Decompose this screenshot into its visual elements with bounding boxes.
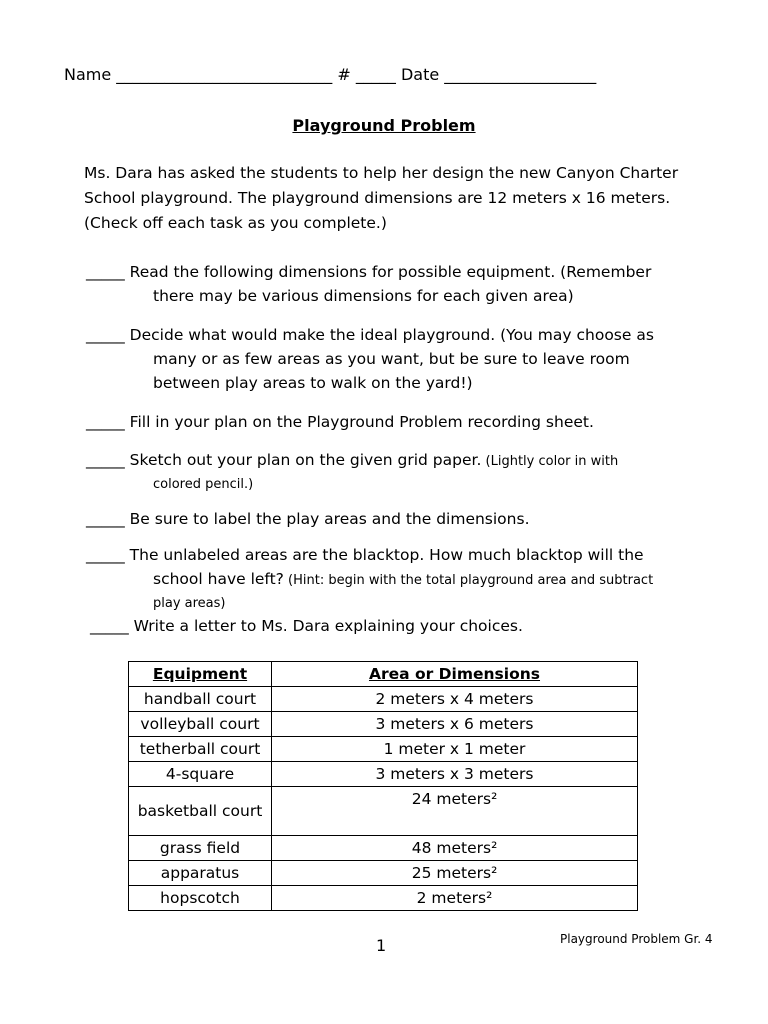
task-text: Read the following dimensions for possible equipment. (Remember xyxy=(124,263,652,281)
area-cell: 2 meters x 4 meters xyxy=(272,687,638,712)
area-cell: 3 meters x 3 meters xyxy=(272,762,638,787)
check-blank[interactable]: _____ xyxy=(86,326,125,344)
table-row xyxy=(129,886,638,911)
task-text-continued: school have left? xyxy=(153,570,284,588)
table-row xyxy=(129,787,638,836)
task-text: Write a letter to Ms. Dara explaining your choices. xyxy=(128,617,523,635)
check-blank[interactable]: _____ xyxy=(90,617,129,635)
task-sketch-plan xyxy=(86,448,706,496)
table-header-row xyxy=(129,662,638,687)
table-row xyxy=(129,712,638,737)
intro-paragraph: Ms. Dara has asked the students to help her design the new Canyon Charter School playground. The playground dimensions are 12 meters x 16 meters. (Check off each task as you complete.) xyxy=(84,164,679,232)
column-header-equipment: Equipment xyxy=(129,662,272,687)
page-number: 1 xyxy=(376,936,387,955)
task-read-dimensions xyxy=(86,260,706,308)
table-row xyxy=(129,861,638,886)
task-text: The unlabeled areas are the blacktop. How much blacktop will the xyxy=(124,546,644,564)
area-cell: 25 meters² xyxy=(272,861,638,886)
check-blank[interactable]: _____ xyxy=(86,546,125,564)
page-title: Playground Problem xyxy=(292,116,476,135)
task-fill-plan xyxy=(86,410,706,434)
task-note-continued: colored pencil.) xyxy=(153,477,254,492)
table-row xyxy=(129,687,638,712)
task-hint-continued: play areas) xyxy=(153,596,226,611)
equipment-cell: volleyball court xyxy=(129,712,272,737)
area-cell: 1 meter x 1 meter xyxy=(272,737,638,762)
equipment-table xyxy=(128,661,638,911)
check-blank[interactable]: _____ xyxy=(86,510,125,528)
equipment-cell: tetherball court xyxy=(129,737,272,762)
area-cell: 3 meters x 6 meters xyxy=(272,712,638,737)
task-text: Fill in your plan on the Playground Problem recording sheet. xyxy=(124,413,594,431)
footer-title: Playground Problem Gr. 4 xyxy=(560,932,713,946)
area-cell: 48 meters² xyxy=(272,836,638,861)
table-row xyxy=(129,836,638,861)
task-text: Sketch out your plan on the given grid paper. xyxy=(124,451,482,469)
task-text-continued: many or as few areas as you want, but be sure to leave room xyxy=(153,350,630,368)
equipment-cell: handball court xyxy=(129,687,272,712)
table-row xyxy=(129,762,638,787)
task-text-continued: there may be various dimensions for each given area) xyxy=(153,287,574,305)
area-cell: 24 meters² xyxy=(272,787,638,836)
equipment-cell: 4-square xyxy=(129,762,272,787)
task-decide-playground xyxy=(86,323,706,395)
check-blank[interactable]: _____ xyxy=(86,263,125,281)
equipment-cell: basketball court xyxy=(129,787,272,836)
task-text: Decide what would make the ideal playground. (You may choose as xyxy=(124,326,654,344)
task-label-areas xyxy=(86,507,706,531)
equipment-cell: grass field xyxy=(129,836,272,861)
task-note: (Lightly color in with xyxy=(481,454,619,469)
task-write-letter xyxy=(90,614,710,638)
task-text-continued: between play areas to walk on the yard!) xyxy=(153,374,473,392)
equipment-cell: hopscotch xyxy=(129,886,272,911)
area-cell: 2 meters² xyxy=(272,886,638,911)
equipment-cell: apparatus xyxy=(129,861,272,886)
check-blank[interactable]: _____ xyxy=(86,451,125,469)
task-blacktop xyxy=(86,543,706,615)
name-number-date-line: Name ___________________________ # _____ Date ___________________ xyxy=(64,65,597,84)
column-header-area: Area or Dimensions xyxy=(272,662,638,687)
task-hint: (Hint: begin with the total playground area and subtract xyxy=(283,573,654,588)
check-blank[interactable]: _____ xyxy=(86,413,125,431)
table-row xyxy=(129,737,638,762)
task-text: Be sure to label the play areas and the dimensions. xyxy=(124,510,530,528)
